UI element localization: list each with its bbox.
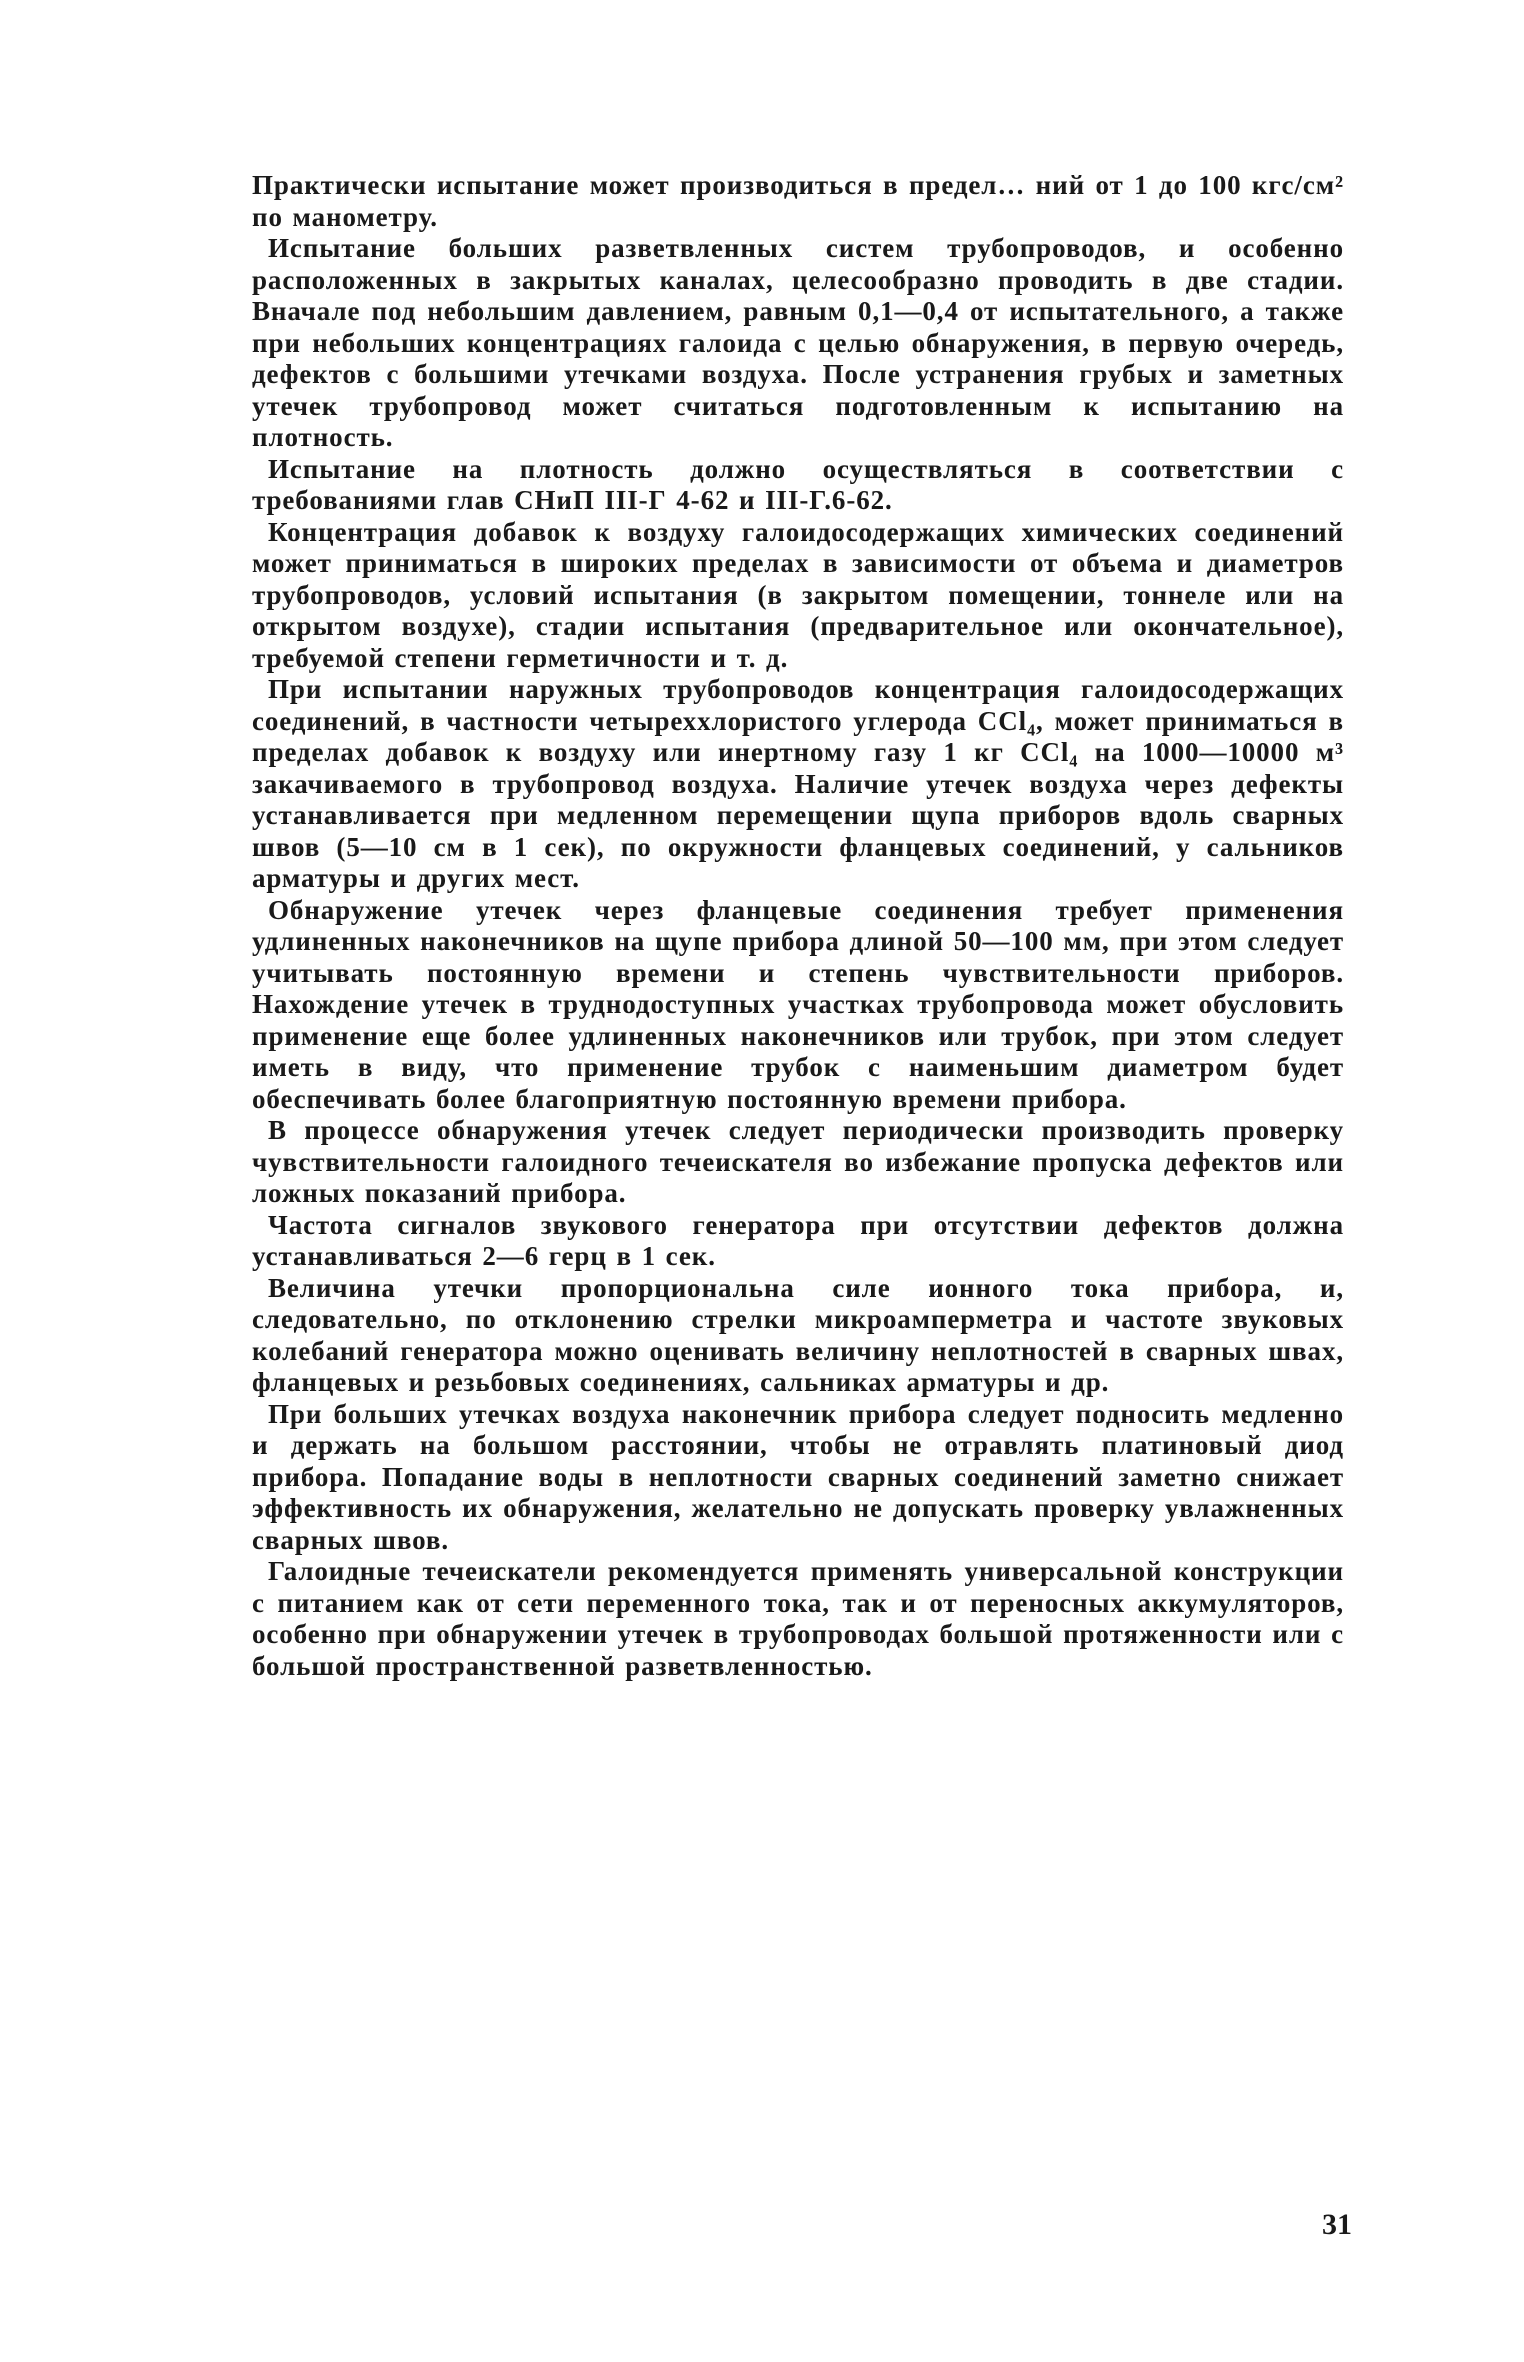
paragraph-7: В процессе обнаружения утечек следует периодически производить проверку чувствительности галоидного течеискателя во избежание пропуска дефектов или ложных показаний прибора. [252,1115,1344,1208]
paragraph-1: Практически испытание может производиться в предел… ний от 1 до 100 кгс/см² по манометру. [252,170,1344,232]
paragraph-8: Частота сигналов звукового генератора при отсутствии дефектов должна устанавливаться 2—6 герц в 1 сек. [252,1209,1344,1271]
page-number: 31 [1322,2208,1352,2241]
paragraph-10: При больших утечках воздуха наконечник прибора следует подносить медленно и держать на большом расстоянии, чтобы не отравлять платиновый диод прибора. Попадание воды в неплотности сварных соединений заметно снижает эффективность их обнаружения, желательно не допускать проверку увлажненных сварных швов. [252,1398,1344,1555]
paragraph-6: Обнаружение утечек через фланцевые соединения требует применения удлиненных наконечников на щупе прибора длиной 50—100 мм, при этом следует учитывать постоянную времени и степень чувствительности приборов. Нахождение утечек в труднодоступных участках трубопровода может обусловить применение еще более удлиненных наконечников или трубок, при этом следует иметь в виду, что применение трубок с наименьшим диаметром будет обеспечивать более благоприятную постоянную времени прибора. [252,894,1344,1114]
paragraph-3: Испытание на плотность должно осуществляться в соответствии с требованиями глав СНиП III-Г 4-62 и III-Г.6-62. [252,453,1344,515]
paragraph-4: Концентрация добавок к воздуху галоидосодержащих химических соединений может приниматься в широких пределах в зависимости от объема и диаметров трубопроводов, условий испытания (в закрытом помещении, тоннеле или на открытом воздухе), стадии испытания (предварительное или окончательное), требуемой степени герметичности и т. д. [252,516,1344,673]
paragraph-5: При испытании наружных трубопроводов концентрация галоидосодержащих соединений, в частности четыреххлористого углерода CCl₄, может приниматься в пределах добавок к воздуху или инертному газу 1 кг CCl₄ на 1000—10000 м³ закачиваемого в трубопровод воздуха. Наличие утечек воздуха через дефекты устанавливается при медленном перемещении щупа приборов вдоль сварных швов (5—10 см в 1 сек), по окружности фланцевых соединений, у сальников арматуры и других мест. [252,674,1344,893]
paragraph-2: Испытание больших разветвленных систем трубопроводов, и особенно расположенных в закрытых каналах, целесообразно проводить в две стадии. Вначале под небольшим давлением, равным 0,1—0,4 от испытательного, а также при небольших концентрациях галоида с целью обнаружения, в первую очередь, дефектов с большими утечками воздуха. После устранения грубых и заметных утечек трубопровод может считаться подготовленным к испытанию на плотность. [252,233,1344,452]
paragraph-9: Величина утечки пропорциональна силе ионного тока прибора, и, следовательно, по отклонению стрелки микроамперметра и частоте звуковых колебаний генератора можно оценивать величину неплотностей в сварных швах, фланцевых и резьбовых соединениях, сальниках арматуры и др. [252,1272,1344,1397]
paragraph-11: Галоидные течеискатели рекомендуется применять универсальной конструкции с питанием как от сети переменного тока, так и от переносных аккумуляторов, особенно при обнаружении утечек в трубопроводах большой протяженности или с большой пространственной разветвленностью. [252,1556,1344,1681]
body-text [252,170,1344,1682]
